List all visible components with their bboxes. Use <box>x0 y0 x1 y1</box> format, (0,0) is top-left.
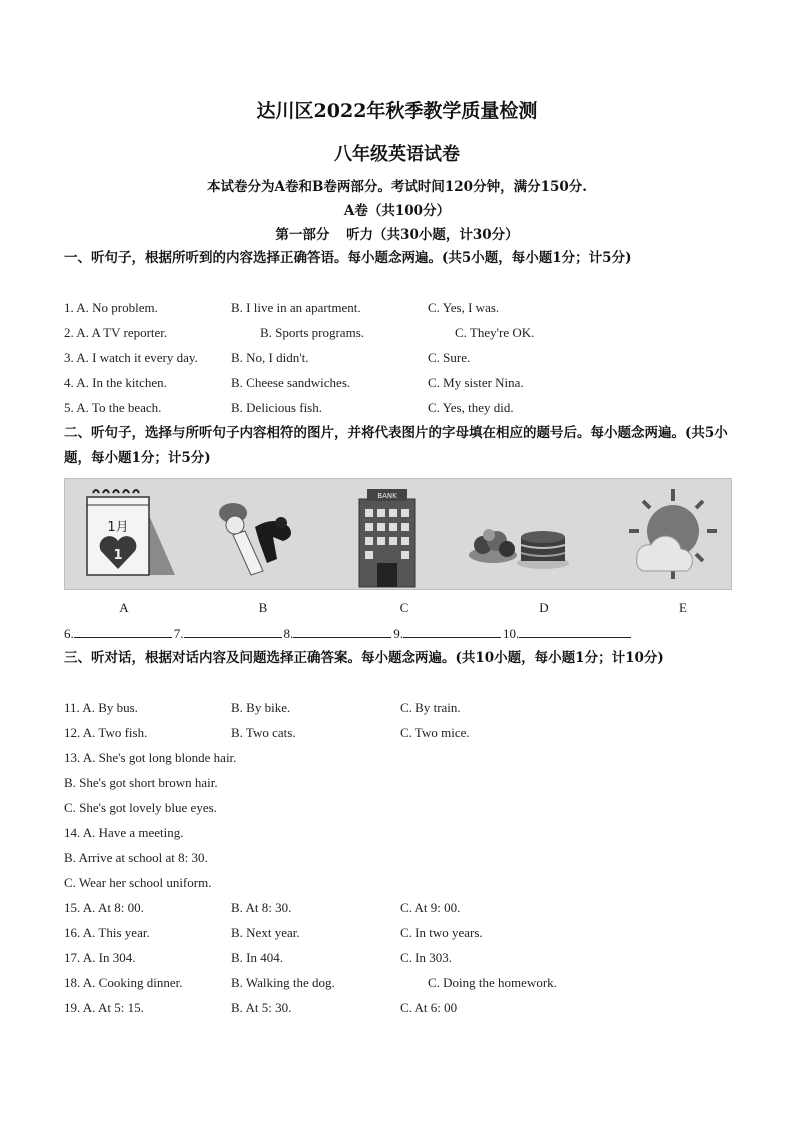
answer-blank-10[interactable] <box>519 625 631 638</box>
option-b: B. Two cats. <box>231 725 296 740</box>
exam-title: 达川区2022年秋季教学质量检测 <box>256 100 538 122</box>
question-row <box>64 325 744 347</box>
option-c: C. Yes, I was. <box>428 300 500 315</box>
blank-label: 8. <box>283 626 294 641</box>
option-a: 15. A. At 8: 00. <box>64 900 144 915</box>
volume-a-heading: A卷（共100分） <box>343 203 451 219</box>
option-b: B. Sports programs. <box>260 325 364 340</box>
question-row <box>64 875 744 897</box>
question-row <box>64 400 744 422</box>
option-c: C. She's got lovely blue eyes. <box>64 800 217 815</box>
option-b: B. In 404. <box>231 950 283 965</box>
question-row <box>64 800 744 822</box>
bank-sign: BANK <box>377 492 397 500</box>
part1-heading <box>0 223 794 243</box>
option-a: 3. A. I watch it every day. <box>64 350 198 365</box>
option-c: C. Sure. <box>428 350 471 365</box>
option-b: B. Delicious fish. <box>231 400 322 415</box>
blank-label: 7. <box>173 626 184 641</box>
option-b: B. At 8: 30. <box>231 900 292 915</box>
option-a: 4. A. In the kitchen. <box>64 375 167 390</box>
option-a: 11. A. By bus. <box>64 700 138 715</box>
question-row <box>64 775 744 797</box>
option-c: C. In 303. <box>400 950 452 965</box>
option-a: 2. A. A TV reporter. <box>64 325 168 340</box>
blank-label: 6. <box>64 626 74 641</box>
option-a: 18. A. Cooking dinner. <box>64 975 183 990</box>
answer-blank-6[interactable] <box>74 625 172 638</box>
option-c: C. Yes, they did. <box>428 400 514 415</box>
answer-blank-9[interactable] <box>403 625 501 638</box>
question-row <box>64 975 744 997</box>
blank-label: 10. <box>503 626 520 641</box>
question-row <box>64 375 744 397</box>
option-b: B. Arrive at school at 8: 30. <box>64 850 208 865</box>
option-b: B. No, I didn't. <box>231 350 309 365</box>
option-b: B. She's got short brown hair. <box>64 775 218 790</box>
question-row <box>64 950 744 972</box>
exam-intro: 本试卷分为A卷和B卷两部分。考试时间120分钟，满分150分. <box>207 179 587 195</box>
option-b: B. Walking the dog. <box>231 975 335 990</box>
option-a: 14. A. Have a meeting. <box>64 825 184 840</box>
option-c: C. Two mice. <box>400 725 470 740</box>
option-b: B. I live in an apartment. <box>231 300 361 315</box>
option-b: B. Cheese sandwiches. <box>231 375 351 390</box>
blank-label: 9. <box>393 626 403 641</box>
question-row <box>64 825 744 847</box>
question-row <box>64 925 744 947</box>
option-c: C. Doing the homework. <box>428 975 557 990</box>
picture-letter-d: D <box>539 600 549 615</box>
question-row <box>64 725 744 747</box>
option-c: C. Wear her school uniform. <box>64 875 212 890</box>
option-c: C. In two years. <box>400 925 483 940</box>
exam-subtitle: 八年级英语试卷 <box>334 144 460 165</box>
calendar-day-label: 1 <box>113 548 123 563</box>
picture-letter-a: A <box>119 600 129 615</box>
calendar-month-label: 1月 <box>107 520 129 535</box>
answer-blank-7[interactable] <box>184 625 282 638</box>
option-a: 17. A. In 304. <box>64 950 136 965</box>
question-row <box>64 1000 744 1022</box>
picture-strip <box>64 478 732 590</box>
option-a: 5. A. To the beach. <box>64 400 162 415</box>
option-c: C. At 6: 00 <box>400 1000 458 1015</box>
food-picture <box>463 479 573 589</box>
option-c: C. By train. <box>400 700 461 715</box>
question-row <box>64 700 744 722</box>
question-row <box>64 850 744 872</box>
option-c: C. At 9: 00. <box>400 900 461 915</box>
calendar-picture <box>79 479 189 589</box>
question-row <box>64 750 744 772</box>
option-c: C. My sister Nina. <box>428 375 524 390</box>
bank-building-picture <box>343 479 433 589</box>
question-row <box>64 900 744 922</box>
section2-heading: 二、听句子，选择与所听句子内容相符的图片，并将代表图片的字母填在相应的题号后。每小题念两遍。(共5小题，每小题1分；计5分) <box>64 425 728 466</box>
option-b: B. Next year. <box>231 925 300 940</box>
part1-detail: 听力（共30小题，计30分） <box>346 227 519 243</box>
option-b: B. By bike. <box>231 700 291 715</box>
section1-heading: 一、听句子，根据所听到的内容选择正确答语。每小题念两遍。(共5小题，每小题1分；计5分) <box>64 250 632 266</box>
option-c: C. They're OK. <box>455 325 535 340</box>
picture-letter-e: E <box>679 600 687 615</box>
option-a: 1. A. No problem. <box>64 300 158 315</box>
breakdancer-picture <box>211 479 311 589</box>
part1-label: 第一部分 <box>275 227 330 243</box>
question-row <box>64 300 744 322</box>
option-a: 13. A. She's got long blonde hair. <box>64 750 237 765</box>
option-a: 16. A. This year. <box>64 925 150 940</box>
option-a: 19. A. At 5: 15. <box>64 1000 144 1015</box>
option-b: B. At 5: 30. <box>231 1000 292 1015</box>
option-a: 12. A. Two fish. <box>64 725 148 740</box>
answer-blank-8[interactable] <box>293 625 391 638</box>
question-row <box>64 350 744 372</box>
picture-letter-b: B <box>258 600 268 615</box>
picture-letter-c: C <box>399 600 409 615</box>
sun-cloud-picture <box>613 479 723 589</box>
answer-blanks <box>64 625 633 642</box>
section3-heading: 三、听对话，根据对话内容及问题选择正确答案。每小题念两遍。(共10小题，每小题1分；计10分) <box>64 650 664 666</box>
